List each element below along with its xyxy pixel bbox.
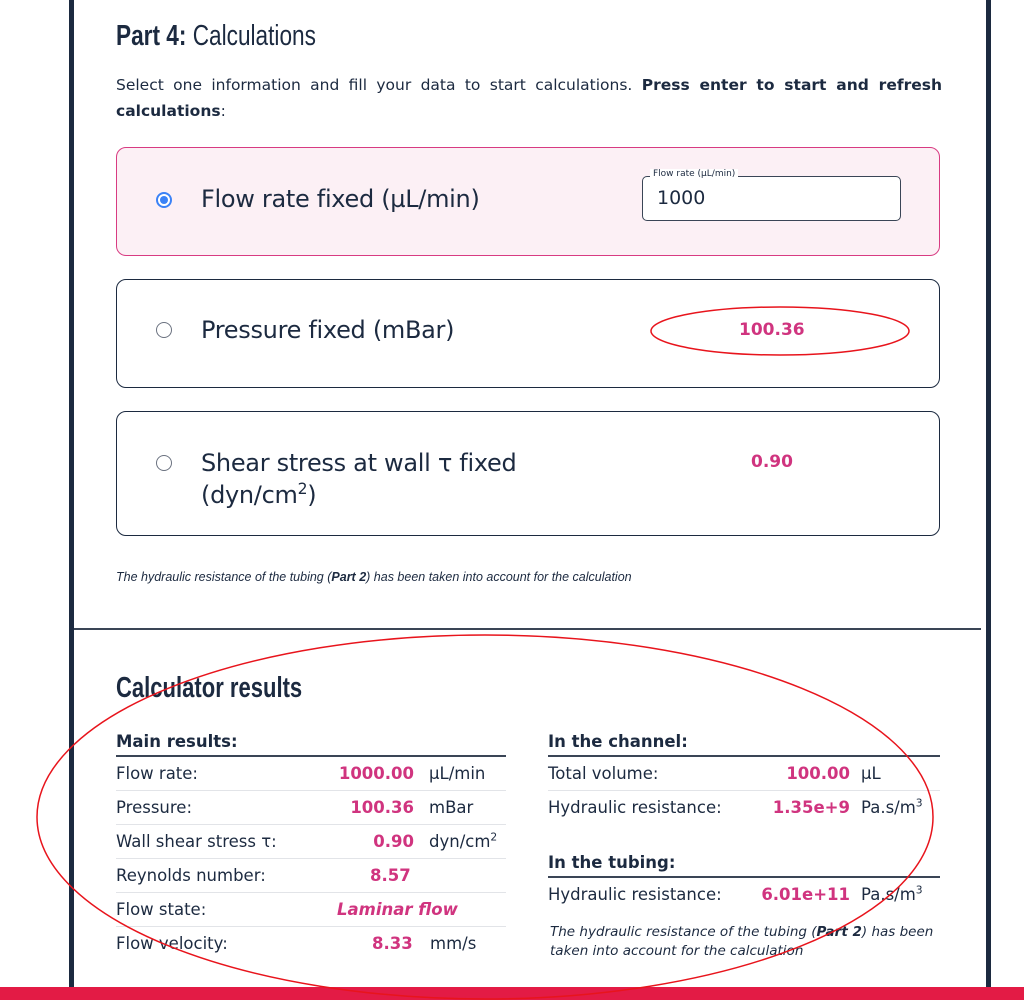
radio-shear-stress[interactable] <box>156 455 172 471</box>
table-row: Reynolds number: 8.57 <box>116 859 506 893</box>
option-flow-rate-fixed[interactable] <box>116 147 940 256</box>
table-heading: In the channel: <box>548 729 940 757</box>
bottom-bar <box>0 987 1024 1000</box>
tubing-note: The hydraulic resistance of the tubing (Part 2) has been taken into account for the calculation <box>116 570 632 584</box>
results-title: Calculator results <box>116 672 303 704</box>
table-row: Flow state: Laminar flow <box>116 893 506 927</box>
table-row: Pressure: 100.36 mBar <box>116 791 506 825</box>
option-label: Flow rate fixed (µL/min) <box>201 185 480 213</box>
flow-rate-input[interactable] <box>657 187 877 209</box>
table-row: Total volume: 100.00 µL <box>548 757 940 791</box>
radio-pressure[interactable] <box>156 322 172 338</box>
table-row: Wall shear stress τ: 0.90 dyn/$cm^2$ <box>116 825 506 859</box>
flow-rate-field[interactable] <box>642 169 901 221</box>
option-label: Pressure fixed (mBar) <box>201 316 455 344</box>
table-row: Hydraulic resistance: 6.01e+11 $Pa.s/m^3$ <box>548 883 923 904</box>
instructions-text: Select one information and fill your data to start calculations. Press enter to start and refresh calculations: <box>116 76 942 120</box>
option-label-line1: Shear stress at wall τ fixed <box>201 449 517 477</box>
flow-state-value: Laminar flow <box>337 900 458 919</box>
option-label-line2: $(dyn/cm^2)$ <box>201 480 317 509</box>
table-row: Flow rate: 1000.00 µL/min <box>116 757 506 791</box>
tubing-results-table <box>548 850 940 912</box>
shear-stress-value: 0.90 <box>751 452 793 472</box>
channel-results-table <box>548 729 940 825</box>
option-pressure-fixed[interactable] <box>116 279 940 388</box>
table-row: Flow velocity: 8.33 mm/s <box>116 934 477 953</box>
radio-flow-rate[interactable] <box>156 192 172 208</box>
field-legend: Flow rate (µL/min) <box>650 169 738 179</box>
section-divider <box>74 628 981 630</box>
table-heading: In the tubing: <box>548 850 940 878</box>
table-heading: Main results: <box>116 729 506 757</box>
tubing-results-note: The hydraulic resistance of the tubing (Part 2) has been taken into account for the calculation <box>550 924 934 959</box>
table-row: Hydraulic resistance: 1.35e+9 $Pa.s/m^3$ <box>548 796 923 817</box>
section-title: Part 4: Calculations <box>116 20 316 52</box>
main-results-table <box>116 729 506 961</box>
pressure-value: 100.36 <box>739 320 805 340</box>
option-shear-stress-fixed[interactable] <box>116 411 940 536</box>
